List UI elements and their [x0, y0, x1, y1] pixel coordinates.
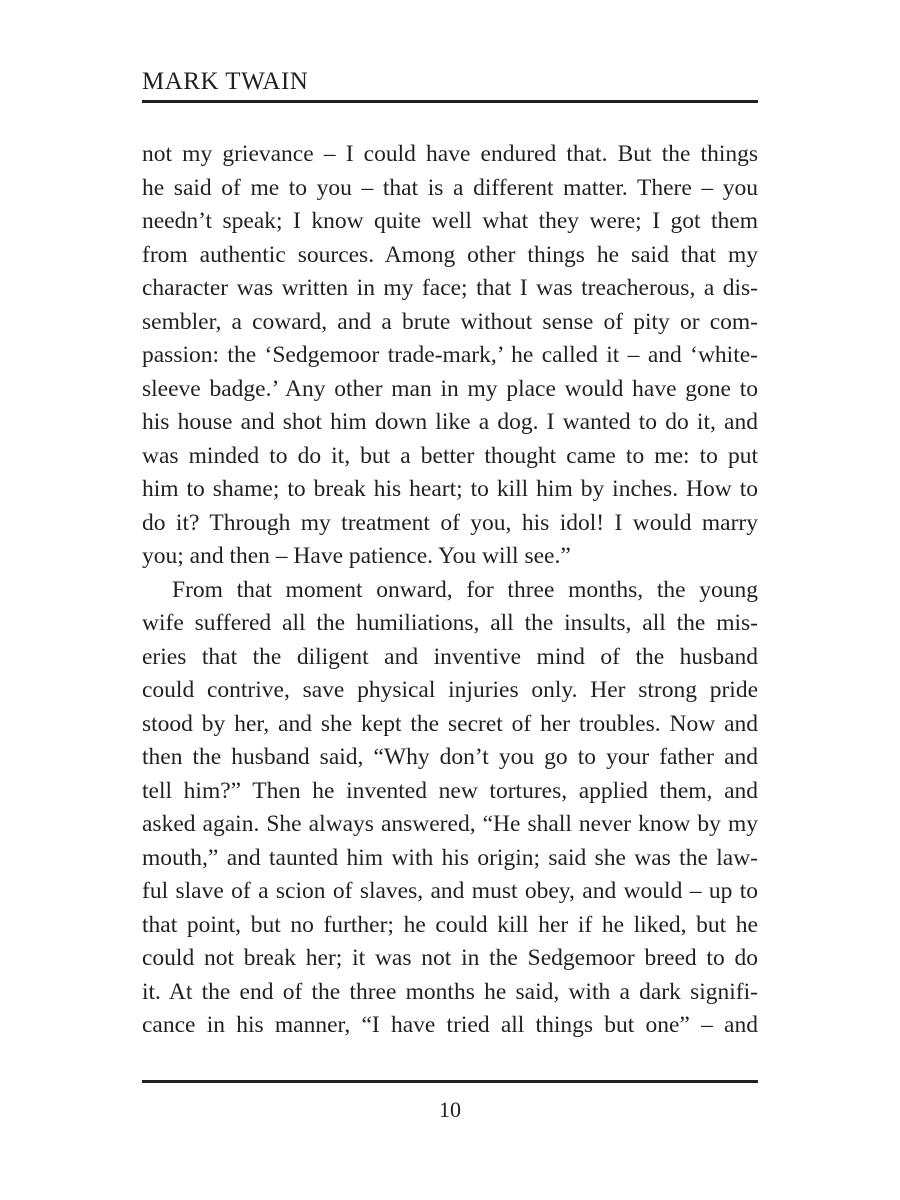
- text-line: it. At the end of the three months he said, with a dark signifi-: [142, 978, 758, 1005]
- text-line: wife suffered all the humiliations, all the insults, all the mis-: [142, 610, 758, 636]
- text-line: him to shame; to break his heart; to kill him by inches. How to: [142, 476, 758, 502]
- body-text: [142, 138, 758, 1043]
- text-line: could contrive, save physical injuries only. Her strong pride: [142, 677, 758, 703]
- text-line: his house and shot him down like a dog. I wanted to do it, and: [142, 409, 758, 435]
- text-line: that point, but no further; he could kill her if he liked, but he: [142, 911, 758, 938]
- paragraph: [142, 138, 758, 574]
- text-line: then the husband said, “Why don’t you go to your father and: [142, 744, 758, 770]
- text-line: passion: the ‘Sedgemoor trade-mark,’ he called it – and ‘white-: [142, 342, 758, 368]
- text-line: not my grievance – I could have endured that. But the things: [142, 141, 758, 167]
- running-head: MARK TWAIN: [142, 68, 309, 95]
- text-line: sembler, a coward, and a brute without sense of pity or com-: [142, 308, 758, 335]
- text-line: needn’t speak; I know quite well what they were; I got them: [142, 208, 758, 234]
- text-line: from authentic sources. Among other things he said that my: [142, 241, 758, 268]
- text-line: could not break her; it was not in the Sedgemoor breed to do: [142, 945, 758, 971]
- paragraph: [142, 574, 758, 1043]
- text-line: ful slave of a scion of slaves, and must obey, and would – up to: [142, 878, 758, 904]
- page-number: 10: [439, 1097, 461, 1122]
- header-rule: [142, 100, 758, 103]
- text-line: you; and then – Have patience. You will see.”: [142, 543, 571, 569]
- text-line: stood by her, and she kept the secret of her troubles. Now and: [142, 710, 758, 737]
- text-line: eries that the diligent and inventive mind of the husband: [142, 643, 758, 670]
- text-line: he said of me to you – that is a different matter. There – you: [142, 174, 758, 201]
- text-line: asked again. She always answered, “He shall never know by my: [142, 811, 758, 837]
- text-line: sleeve badge.’ Any other man in my place would have gone to: [142, 375, 758, 402]
- footer-rule: [142, 1080, 758, 1083]
- text-line: mouth,” and taunted him with his origin; said she was the law-: [142, 844, 758, 871]
- text-line: do it? Through my treatment of you, his idol! I would marry: [142, 509, 758, 536]
- text-line: was minded to do it, but a better thought came to me: to put: [142, 442, 758, 469]
- text-line: tell him?” Then he invented new tortures, applied them, and: [142, 777, 758, 804]
- text-line: cance in his manner, “I have tried all things but one” – and: [142, 1012, 758, 1038]
- text-line: character was written in my face; that I was treacherous, a dis-: [142, 275, 758, 301]
- text-line: From that moment onward, for three months, the young: [172, 576, 758, 603]
